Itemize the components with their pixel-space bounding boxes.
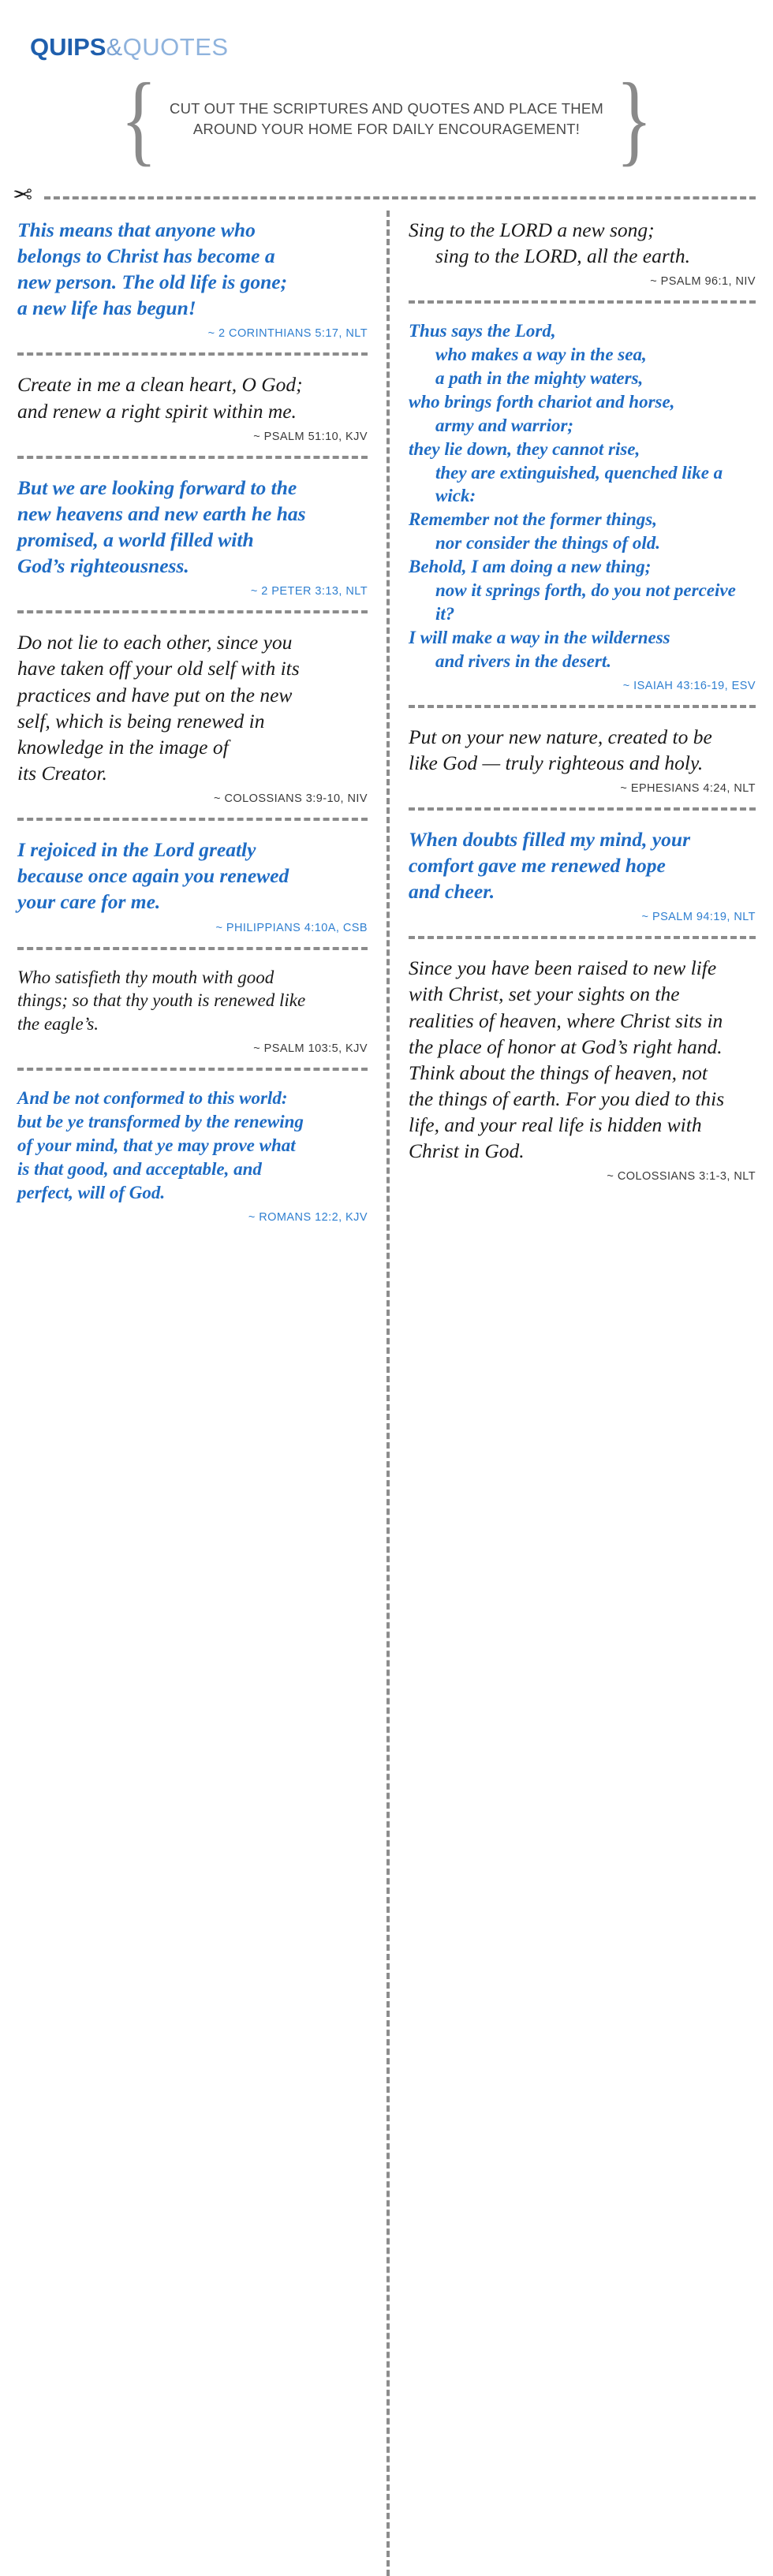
cut-line-row — [0, 182, 773, 209]
quote-line: sing to the LORD, all the earth. — [435, 244, 690, 268]
quote-line: have taken off your old self with its — [17, 657, 300, 680]
quote-citation: ~ COLOSSIANS 3:9-10, NIV — [214, 792, 368, 806]
quote-block — [409, 316, 756, 692]
quote-separator — [409, 936, 756, 939]
quote-separator — [409, 705, 756, 708]
quote-line: with Christ, set your sights on the — [409, 982, 680, 1006]
quote-line: Think about the things of heaven, not — [409, 1061, 708, 1084]
quote-line: This means that anyone who — [17, 218, 256, 241]
quote-text — [17, 475, 368, 580]
quote-text — [409, 319, 756, 673]
quote-separator — [17, 352, 368, 356]
left-column — [17, 214, 386, 1224]
quote-citation: ~ ROMANS 12:2, KJV — [248, 1210, 368, 1224]
quote-text — [17, 217, 368, 322]
quote-line: realities of heaven, where Christ sits in — [409, 1008, 723, 1032]
quote-line: belongs to Christ has become a — [17, 244, 275, 268]
quote-line: When doubts filled my mind, your — [409, 827, 691, 851]
quote-line: comfort gave me renewed hope — [409, 853, 666, 877]
quote-line: knowledge in the image of — [17, 735, 229, 759]
quote-line: they are extinguished, quenched like a wick: — [435, 462, 723, 506]
quote-text — [409, 955, 756, 1164]
quote-separator — [17, 818, 368, 821]
quote-line: Behold, I am doing a new thing; — [409, 557, 652, 577]
quote-line: is that good, and acceptable, and — [17, 1158, 262, 1179]
instruction-banner — [79, 61, 694, 176]
quote-separator — [409, 807, 756, 811]
quotes-grid — [0, 214, 773, 1224]
quote-citation: ~ PHILIPPIANS 4:10A, CSB — [215, 921, 368, 934]
masthead-word-quotes: QUOTES — [122, 33, 229, 61]
quote-block — [409, 823, 756, 923]
quote-block — [409, 721, 756, 795]
quote-separator — [17, 456, 368, 459]
quote-citation: ~ 2 CORINTHIANS 5:17, NLT — [207, 327, 368, 341]
quote-block — [17, 368, 368, 442]
quote-line: nor consider the things of old. — [435, 533, 660, 554]
quote-line: now it springs forth, do you not perceive it? — [435, 580, 736, 624]
quote-line: promised, a world filled with — [17, 528, 254, 551]
quote-text — [17, 371, 368, 423]
quote-citation: ~ PSALM 94:19, NLT — [641, 911, 756, 924]
quote-line: self, which is being renewed in — [17, 709, 265, 733]
quote-line: they lie down, they cannot rise, — [409, 438, 640, 459]
vertical-cut-divider — [386, 211, 390, 2576]
quote-line: new person. The old life is gone; — [17, 270, 288, 294]
masthead-word-quips: QUIPS — [30, 33, 106, 61]
page-title — [0, 0, 773, 62]
quote-line: Thus says the Lord, — [409, 321, 556, 341]
quote-text — [409, 826, 756, 904]
quote-line: I rejoiced in the Lord greatly — [17, 838, 256, 862]
quote-line: like God — truly righteous and holy. — [409, 751, 704, 774]
masthead-ampersand: & — [106, 33, 123, 61]
quote-line: new heavens and new earth he has — [17, 501, 306, 525]
quote-line: practices and have put on the new — [17, 683, 293, 706]
quote-line: a new life has begun! — [17, 296, 196, 320]
quote-citation: ~ COLOSSIANS 3:1-3, NLT — [607, 1170, 756, 1184]
quote-line: your care for me. — [17, 890, 161, 914]
instruction-line-2: AROUND YOUR HOME FOR DAILY ENCOURAGEMENT! — [192, 121, 581, 138]
quote-line: Christ in God. — [409, 1139, 525, 1163]
quote-line: Do not lie to each other, since you — [17, 631, 293, 654]
brace-right-icon: } — [615, 61, 653, 176]
right-column — [386, 214, 756, 1224]
quote-citation: ~ PSALM 103:5, KJV — [253, 1042, 368, 1056]
quote-line: who brings forth chariot and horse, — [409, 391, 675, 412]
quote-line: because once again you renewed — [17, 864, 289, 888]
quote-line: who makes a way in the sea, — [435, 345, 647, 365]
quote-text — [409, 217, 756, 269]
quote-block — [17, 214, 368, 341]
quote-citation: ~ ISAIAH 43:16-19, ESV — [622, 679, 756, 692]
quote-line: perfect, will of God. — [17, 1182, 166, 1202]
quote-text — [409, 724, 756, 776]
quote-line: Who satisfieth thy mouth with good — [17, 967, 274, 987]
quote-separator — [17, 610, 368, 613]
quote-line: God’s righteousness. — [17, 554, 189, 578]
quote-separator — [409, 300, 756, 304]
quote-block — [17, 1083, 368, 1223]
quote-citation: ~ EPHESIANS 4:24, NLT — [620, 781, 756, 795]
quote-separator — [17, 1068, 368, 1071]
quote-text — [17, 837, 368, 915]
quote-line: the things of earth. For you died to this — [409, 1087, 725, 1110]
quote-text — [17, 629, 368, 786]
quote-block — [17, 472, 368, 598]
quote-line: And be not conformed to this world: — [17, 1088, 288, 1109]
instruction-text — [170, 99, 603, 141]
quote-line: things; so that thy youth is renewed like — [17, 990, 306, 1011]
instruction-line-1: CUT OUT THE SCRIPTURES AND QUOTES AND PLACE THEM — [170, 99, 603, 117]
quote-line: and cheer. — [409, 880, 495, 904]
quote-line: of your mind, that ye may prove what — [17, 1135, 296, 1155]
quote-citation: ~ PSALM 51:10, KJV — [253, 430, 368, 443]
quote-line: a path in the mighty waters, — [435, 367, 644, 388]
quote-line: Since you have been raised to new life — [409, 956, 717, 980]
quote-citation: ~ 2 PETER 3:13, NLT — [250, 585, 368, 598]
quote-text — [17, 966, 368, 1037]
quote-line: But we are looking forward to the — [17, 475, 297, 499]
quote-block — [409, 214, 756, 288]
quote-line: its Creator. — [17, 761, 107, 785]
quote-separator — [17, 947, 368, 950]
quote-line: Sing to the LORD a new song; — [409, 218, 655, 241]
quote-line: Create in me a clean heart, O God; — [17, 373, 303, 397]
quote-line: but be ye transformed by the renewing — [17, 1112, 304, 1132]
brace-left-icon: { — [120, 61, 158, 176]
quote-block — [17, 833, 368, 934]
quote-line: I will make a way in the wilderness — [409, 627, 670, 647]
quote-block — [17, 963, 368, 1056]
quote-text — [17, 1087, 368, 1204]
quote-line: army and warrior; — [435, 415, 574, 435]
quote-line: Put on your new nature, created to be — [409, 725, 712, 748]
quote-block — [17, 626, 368, 805]
quote-block — [409, 952, 756, 1183]
cut-dashed-line — [44, 196, 756, 199]
quote-line: and renew a right spirit within me. — [17, 399, 297, 423]
quote-line: the place of honor at God’s right hand. — [409, 1035, 723, 1058]
quote-line: life, and your real life is hidden with — [409, 1113, 702, 1137]
scissors-icon: ✂ — [13, 181, 33, 208]
quote-citation: ~ PSALM 96:1, NIV — [650, 275, 756, 289]
quote-line: and rivers in the desert. — [435, 651, 611, 671]
quote-line: Remember not the former things, — [409, 509, 657, 530]
quote-line: the eagle’s. — [17, 1014, 99, 1035]
